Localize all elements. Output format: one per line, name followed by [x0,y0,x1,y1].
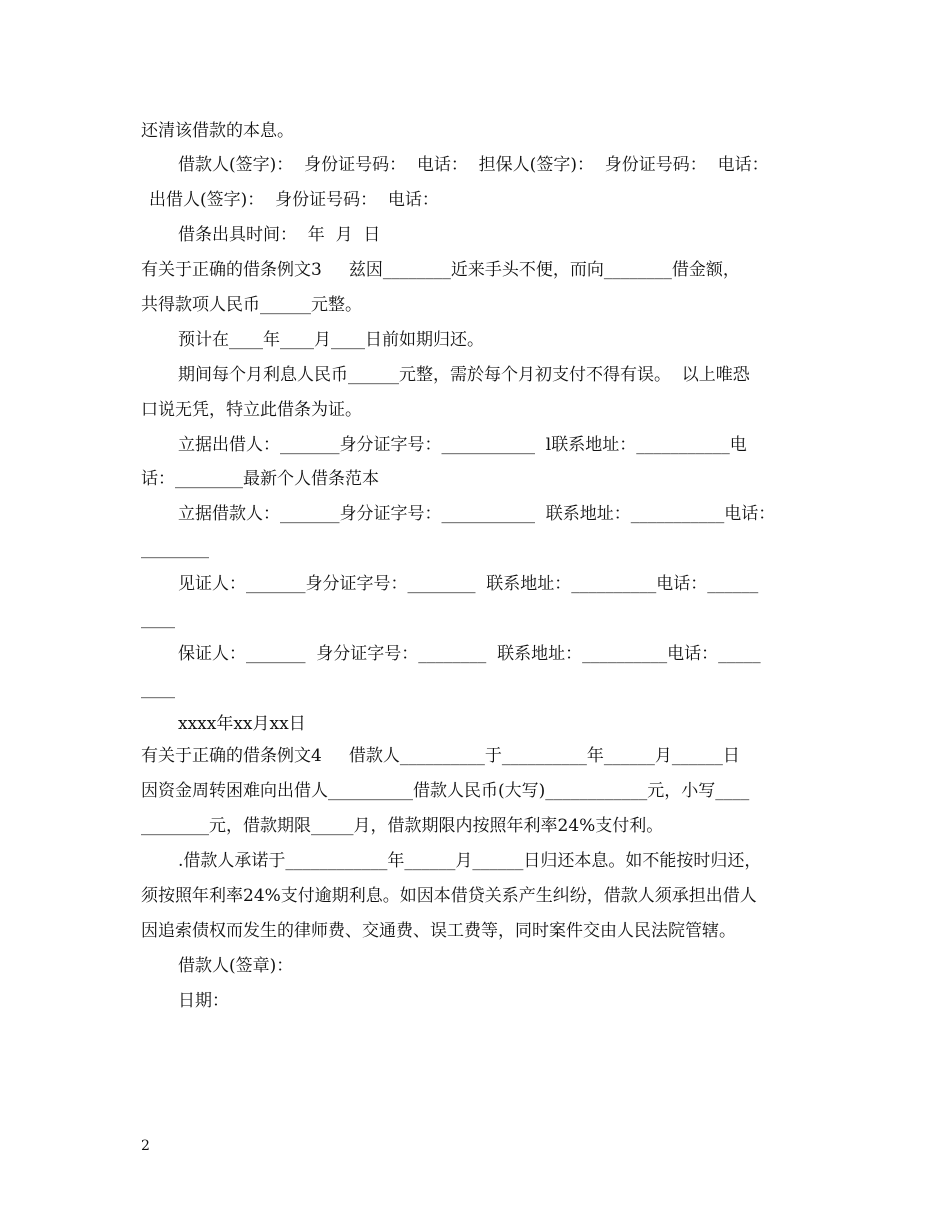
text-line: ________元，借款期限_____月，借款期限内按照年利率24%支付利。 [141,816,664,836]
text-line: 话：________最新个人借条范本 [141,469,379,489]
section-heading-3: 有关于正确的借条例文3 兹因________近来手头不便，而向________借金额， [141,260,740,280]
text-line: 还清该借款的本息。 [141,121,294,141]
text-line: 口说无凭，特立此借条为证。 [141,400,362,420]
text-line: 立据借款人：_______身分证字号：___________ 联系地址：___________电话： [178,504,776,524]
text-line: 因资金周转困难向出借人__________借款人民币(大写)____________元，小写____ [141,781,750,801]
text-line: 预计在____年____月____日前如期归还。 [178,330,484,350]
text-line: 期间每个月利息人民币______元整，需於每个月初支付不得有误。 以上唯恐 [178,365,750,385]
signature-line: 借款人(签章)： [178,956,294,976]
page-number: 2 [141,1138,150,1154]
text-line: ________ [141,539,209,559]
section-heading-4: 有关于正确的借条例文4 借款人__________于__________年______月______日 [141,746,740,766]
text-line: 见证人：_______身分证字号：________ 联系地址：__________电话：______ [178,574,759,594]
text-line: 借条出具时间： 年 月 日 [178,225,381,245]
text-line: 借款人(签字)： 身份证号码： 电话： 担保人(签字)： 身份证号码： 电话： [178,155,769,175]
text-line: ____ [141,679,175,699]
text-line: 立据出借人：_______身分证字号：___________ l联系地址：___________电 [178,435,747,455]
text-line: 因追索债权而发生的律师费、交通费、误工费等，同时案件交由人民法院管辖。 [141,921,736,941]
text-line: 保证人：_______ 身分证字号：________ 联系地址：__________电话：_____ [178,644,761,664]
text-line: .借款人承诺于____________年______月______日归还本息。如不能按时归还， [178,851,762,871]
text-line: 共得款项人民币______元整。 [141,295,362,315]
text-line: 须按照年利率24%支付逾期利息。如因本借贷关系产生纠纷，借款人须承担出借人 [141,886,757,906]
date-line: xxxx年xx月xx日 [178,714,306,734]
text-line: 出借人(签字)： 身份证号码： 电话： [149,190,439,210]
text-line: ____ [141,609,175,629]
date-field-line: 日期： [178,991,229,1011]
